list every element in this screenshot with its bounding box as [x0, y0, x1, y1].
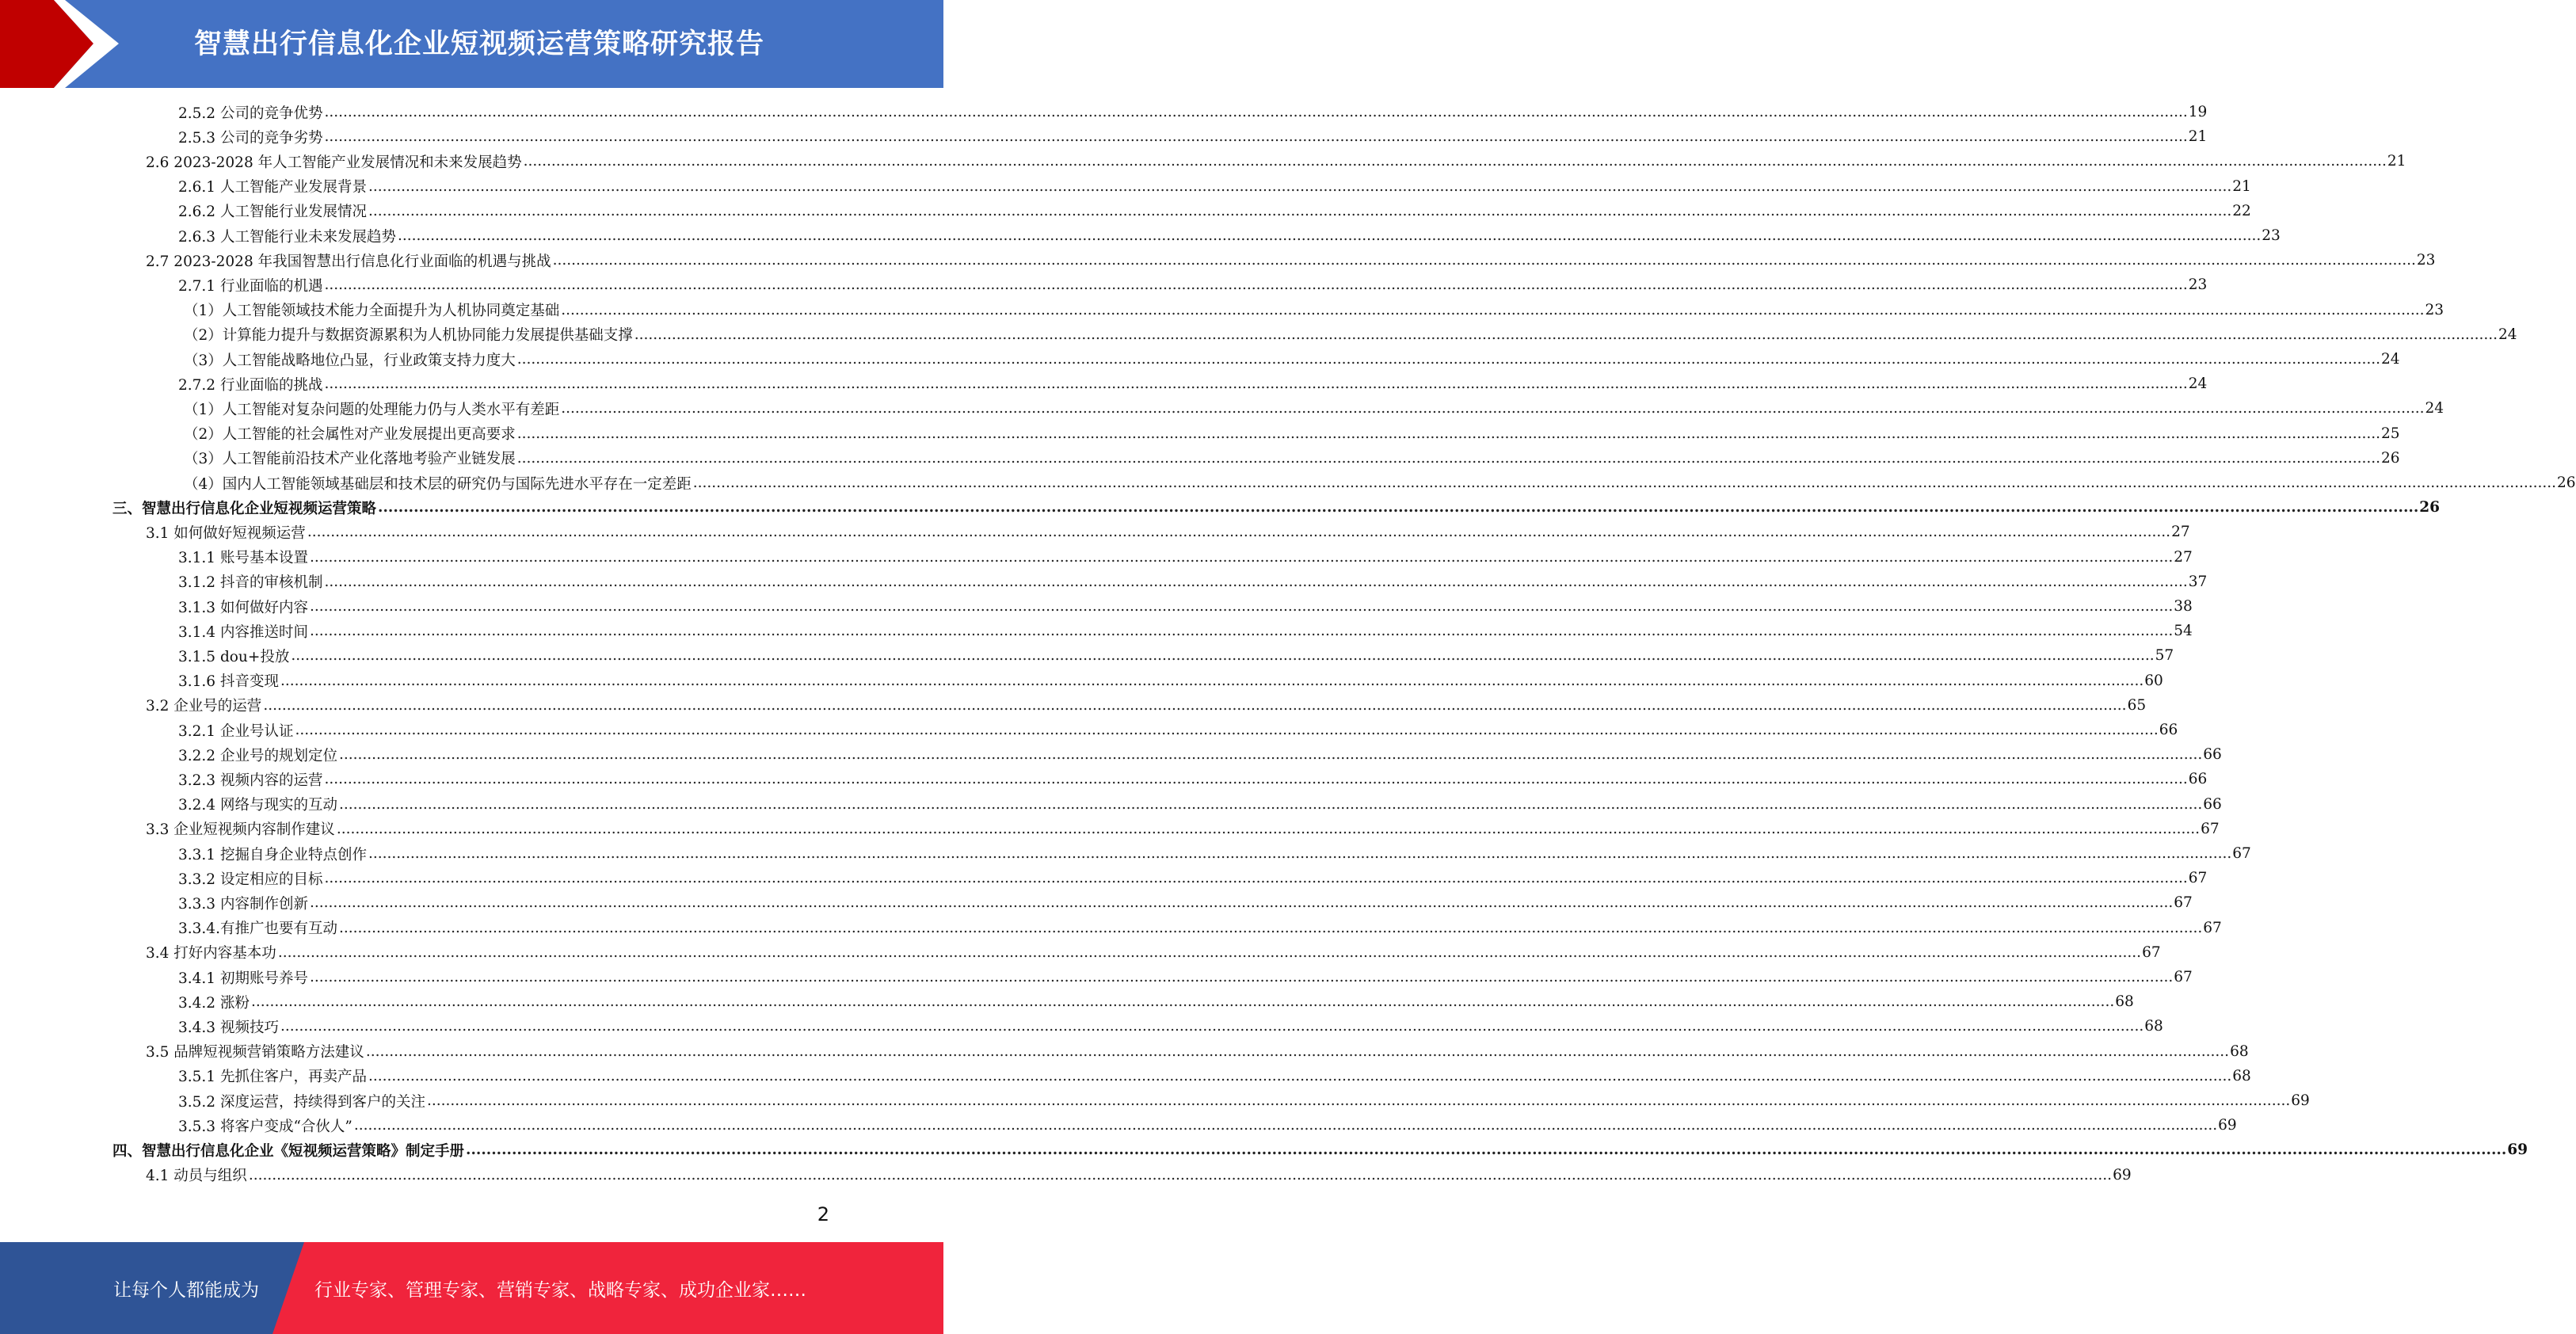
toc-leader-dots: ................................................................................................................................................................................................................................................................................................................................................................................................................ — [516, 351, 2381, 368]
toc-entry-title: 3.3.2 设定相应的目标 — [178, 871, 323, 888]
toc-entry[interactable] — [178, 1088, 2310, 1113]
toc-entry[interactable] — [184, 421, 2400, 446]
toc-entry[interactable] — [178, 643, 2174, 668]
toc-entry-page: 66 — [2203, 746, 2222, 764]
toc-leader-dots: ................................................................................................................................................................................................................................................................................................................................................................................................................ — [634, 326, 2498, 343]
toc-entry[interactable] — [178, 767, 2208, 791]
toc-leader-dots: ................................................................................................................................................................................................................................................................................................................................................................................................................ — [353, 1117, 2218, 1134]
toc-leader-dots: ................................................................................................................................................................................................................................................................................................................................................................................................................ — [426, 1092, 2291, 1109]
toc-entry-page: 24 — [2188, 375, 2208, 393]
toc-entry[interactable] — [178, 841, 2251, 866]
toc-entry-page: 23 — [2262, 227, 2281, 244]
toc-entry-title: （4）国内人工智能领域基础层和技术层的研究仍与国际先进水平存在一定差距 — [184, 475, 692, 493]
toc-entry-page: 27 — [2174, 548, 2193, 566]
toc-entry[interactable] — [178, 199, 2251, 223]
toc-entry[interactable] — [178, 124, 2208, 149]
toc-entry[interactable] — [178, 1064, 2251, 1088]
toc-entry-title: 3.5 品牌短视频营销策略方法建议 — [146, 1044, 364, 1061]
toc-leader-dots: ................................................................................................................................................................................................................................................................................................................................................................................................................ — [309, 623, 2174, 640]
toc-entry-title: （2）人工智能的社会属性对产业发展提出更高要求 — [184, 426, 516, 444]
toc-entry-title: 三、智慧出行信息化企业短视频运营策略 — [112, 500, 377, 517]
toc-entry-title: 2.5.3 公司的竞争劣势 — [178, 129, 323, 147]
toc-entry-title: 3.2.1 企业号认证 — [178, 722, 294, 740]
toc-entry-page: 69 — [2291, 1092, 2310, 1109]
toc-entry-page: 60 — [2144, 672, 2163, 689]
toc-leader-dots: ................................................................................................................................................................................................................................................................................................................................................................................................................ — [295, 722, 2159, 738]
toc-entry-page: 21 — [2188, 128, 2208, 146]
toc-entry-title: 3.3 企业短视频内容制作建议 — [146, 821, 335, 839]
toc-leader-dots: ................................................................................................................................................................................................................................................................................................................................................................................................................ — [368, 177, 2232, 195]
toc-entry-page: 26 — [2419, 499, 2441, 516]
toc-leader-dots: ................................................................................................................................................................................................................................................................................................................................................................................................................ — [324, 573, 2188, 590]
toc-entry[interactable] — [178, 273, 2208, 297]
toc-entry-title: 2.6.2 人工智能行业发展情况 — [178, 204, 367, 221]
toc-entry[interactable] — [178, 1113, 2237, 1138]
toc-entry[interactable] — [146, 693, 2147, 718]
toc-entry-title: 3.5.1 先抓住客户，再卖产品 — [178, 1069, 367, 1086]
toc-leader-dots: ................................................................................................................................................................................................................................................................................................................................................................................................................ — [368, 845, 2232, 862]
toc-entry-title: 2.6 2023-2028 年人工智能产业发展情况和未来发展趋势 — [146, 154, 522, 171]
toc-entry[interactable] — [178, 223, 2281, 248]
toc-entry-title: 3.5.2 深度运营，持续得到客户的关注 — [178, 1093, 425, 1111]
toc-entry[interactable] — [178, 718, 2178, 742]
toc-leader-dots: ................................................................................................................................................................................................................................................................................................................................................................................................................ — [338, 746, 2203, 764]
toc-entry-page: 67 — [2203, 919, 2222, 936]
toc-leader-dots: ................................................................................................................................................................................................................................................................................................................................................................................................................ — [368, 202, 2232, 219]
toc-leader-dots: ................................................................................................................................................................................................................................................................................................................................................................................................................ — [309, 548, 2174, 566]
toc-entry-title: 3.1 如何做好短视频运营 — [146, 524, 306, 542]
toc-entry-page: 19 — [2188, 104, 2208, 120]
toc-entry-title: （1）人工智能领域技术能力全面提升为人机协同奠定基础 — [184, 303, 560, 320]
toc-entry-title: 3.5.3 将客户变成“合伙人” — [178, 1118, 352, 1135]
toc-leader-dots: ................................................................................................................................................................................................................................................................................................................................................................................................................ — [523, 153, 2387, 170]
toc-entry-page: 21 — [2387, 153, 2406, 170]
toc-entry-page: 68 — [2230, 1042, 2249, 1060]
toc-entry-title: 2.6.1 人工智能产业发展背景 — [178, 179, 367, 196]
toc-leader-dots: ................................................................................................................................................................................................................................................................................................................................................................................................................ — [291, 647, 2155, 665]
toc-entry-page: 66 — [2188, 771, 2208, 788]
toc-leader-dots: ................................................................................................................................................................................................................................................................................................................................................................................................................ — [280, 672, 2144, 689]
toc-leader-dots: ................................................................................................................................................................................................................................................................................................................................................................................................................ — [336, 820, 2201, 837]
toc-entry[interactable] — [146, 940, 2161, 965]
toc-entry-page: 57 — [2155, 647, 2174, 665]
toc-leader-dots: ................................................................................................................................................................................................................................................................................................................................................................................................................ — [309, 598, 2174, 615]
toc-leader-dots: ................................................................................................................................................................................................................................................................................................................................................................................................................ — [466, 1142, 2507, 1159]
toc-leader-dots: ................................................................................................................................................................................................................................................................................................................................................................................................................ — [248, 1166, 2113, 1183]
toc-leader-dots: ................................................................................................................................................................................................................................................................................................................................................................................................................ — [552, 252, 2416, 269]
toc-entry-page: 26 — [2557, 475, 2576, 491]
toc-entry-title: 3.3.1 挖掘自身企业特点创作 — [178, 846, 367, 863]
toc-entry-page: 66 — [2203, 795, 2222, 813]
toc-leader-dots: ................................................................................................................................................................................................................................................................................................................................................................................................................ — [561, 400, 2425, 417]
toc-entry[interactable] — [178, 742, 2222, 767]
toc-entry[interactable] — [112, 495, 2441, 520]
toc-leader-dots: ................................................................................................................................................................................................................................................................................................................................................................................................................ — [250, 993, 2115, 1011]
toc-entry[interactable] — [146, 248, 2436, 273]
toc-leader-dots: ................................................................................................................................................................................................................................................................................................................................................................................................................ — [309, 969, 2174, 985]
toc-entry-page: 67 — [2188, 870, 2208, 887]
toc-entry[interactable] — [146, 1039, 2249, 1064]
toc-entry-page: 69 — [2218, 1117, 2237, 1134]
header-arrow-decoration — [0, 0, 127, 88]
toc-entry-page: 25 — [2381, 425, 2400, 442]
toc-leader-dots: ................................................................................................................................................................................................................................................................................................................................................................................................................ — [324, 375, 2188, 393]
toc-entry-page: 23 — [2188, 276, 2208, 294]
toc-entry-title: 3.1.3 如何做好内容 — [178, 599, 308, 616]
toc-entry[interactable] — [184, 347, 2400, 372]
toc-entry[interactable] — [146, 520, 2190, 544]
toc-entry-title: （3）人工智能战略地位凸显，行业政策支持力度大 — [184, 352, 516, 369]
toc-entry-page: 69 — [2113, 1166, 2132, 1183]
toc-entry[interactable] — [184, 298, 2445, 322]
toc-entry-title: 3.2.3 视频内容的运营 — [178, 772, 323, 789]
toc-entry-page: 38 — [2174, 598, 2193, 615]
toc-entry[interactable] — [184, 322, 2517, 347]
toc-entry[interactable] — [178, 372, 2208, 396]
toc-entry-title: 4.1 动员与组织 — [146, 1168, 247, 1185]
toc-entry-title: 3.3.4.有推广也要有互动 — [178, 920, 337, 938]
toc-entry-title: 3.4 打好内容基本功 — [146, 945, 276, 962]
toc-entry-page: 68 — [2115, 993, 2134, 1011]
toc-entry-title: 3.4.3 视频技巧 — [178, 1019, 279, 1036]
toc-entry[interactable] — [178, 100, 2208, 124]
toc-leader-dots: ................................................................................................................................................................................................................................................................................................................................................................................................................ — [309, 894, 2174, 912]
toc-entry-page: 67 — [2174, 894, 2193, 912]
toc-entry[interactable] — [146, 1163, 2132, 1187]
toc-entry-page: 23 — [2425, 301, 2445, 318]
toc-leader-dots: ................................................................................................................................................................................................................................................................................................................................................................................................................ — [516, 449, 2381, 467]
toc-entry-title: （3）人工智能前沿技术产业化落地考验产业链发展 — [184, 451, 516, 468]
toc-entry[interactable] — [178, 1014, 2163, 1039]
toc-entry-page: 27 — [2171, 524, 2190, 541]
toc-entry[interactable] — [178, 792, 2222, 817]
toc-entry-page: 68 — [2144, 1018, 2163, 1035]
toc-entry[interactable] — [178, 619, 2193, 643]
toc-leader-dots: ................................................................................................................................................................................................................................................................................................................................................................................................................ — [277, 943, 2142, 961]
toc-entry-page: 69 — [2507, 1142, 2528, 1159]
toc-entry-title: 3.4.1 初期账号养号 — [178, 970, 308, 987]
toc-leader-dots: ................................................................................................................................................................................................................................................................................................................................................................................................................ — [692, 475, 2557, 491]
toc-entry[interactable] — [178, 594, 2193, 619]
toc-entry-page: 66 — [2159, 722, 2178, 738]
toc-entry-title: 3.1.2 抖音的审核机制 — [178, 574, 323, 592]
toc-entry-page: 67 — [2174, 969, 2193, 985]
toc-entry-title: 3.4.2 涨粉 — [178, 994, 250, 1012]
toc-entry[interactable] — [178, 669, 2163, 693]
toc-leader-dots: ................................................................................................................................................................................................................................................................................................................................................................................................................ — [280, 1018, 2144, 1035]
toc-entry[interactable] — [146, 817, 2220, 841]
toc-entry[interactable] — [178, 545, 2193, 570]
toc-leader-dots: ................................................................................................................................................................................................................................................................................................................................................................................................................ — [365, 1042, 2230, 1060]
toc-entry-page: 65 — [2127, 696, 2147, 714]
page-header — [0, 0, 943, 88]
toc-entry[interactable] — [146, 149, 2406, 173]
toc-entry-page: 24 — [2381, 351, 2400, 368]
toc-entry-page: 21 — [2232, 177, 2251, 195]
toc-entry-page: 22 — [2232, 202, 2251, 219]
toc-leader-dots: ................................................................................................................................................................................................................................................................................................................................................................................................................ — [516, 425, 2381, 442]
toc-entry-title: 2.7.2 行业面临的挑战 — [178, 376, 323, 394]
toc-entry-page: 68 — [2232, 1067, 2251, 1084]
toc-leader-dots: ................................................................................................................................................................................................................................................................................................................................................................................................................ — [378, 499, 2419, 516]
toc-leader-dots: ................................................................................................................................................................................................................................................................................................................................................................................................................ — [561, 301, 2425, 318]
toc-entry-page: 54 — [2174, 623, 2193, 640]
toc-leader-dots: ................................................................................................................................................................................................................................................................................................................................................................................................................ — [307, 524, 2171, 541]
toc-entry-page: 67 — [2142, 943, 2161, 961]
toc-leader-dots: ................................................................................................................................................................................................................................................................................................................................................................................................................ — [324, 128, 2188, 146]
toc-entry-title: 3.1.1 账号基本设置 — [178, 550, 308, 567]
toc-leader-dots: ................................................................................................................................................................................................................................................................................................................................................................................................................ — [324, 104, 2188, 120]
toc-entry-page: 24 — [2498, 326, 2517, 343]
toc-leader-dots: ................................................................................................................................................................................................................................................................................................................................................................................................................ — [397, 227, 2262, 244]
toc-entry[interactable] — [184, 471, 2576, 495]
toc-entry-title: 3.1.5 dou+投放 — [178, 648, 290, 665]
toc-entry-page: 67 — [2232, 845, 2251, 862]
toc-leader-dots: ................................................................................................................................................................................................................................................................................................................................................................................................................ — [338, 919, 2203, 936]
report-title: 智慧出行信息化企业短视频运营策略研究报告 — [194, 29, 765, 60]
toc-entry-title: 2.6.3 人工智能行业未来发展趋势 — [178, 228, 396, 246]
toc-leader-dots: ................................................................................................................................................................................................................................................................................................................................................................................................................ — [324, 771, 2188, 788]
toc-entry[interactable] — [112, 1138, 2528, 1162]
toc-entry-title: 3.2 企业号的运营 — [146, 698, 262, 715]
toc-entry-page: 24 — [2425, 400, 2445, 417]
toc-entry-page: 67 — [2201, 820, 2220, 837]
toc-leader-dots: ................................................................................................................................................................................................................................................................................................................................................................................................................ — [368, 1067, 2232, 1084]
toc-leader-dots: ................................................................................................................................................................................................................................................................................................................................................................................................................ — [263, 696, 2127, 714]
toc-entry[interactable] — [178, 965, 2193, 989]
toc-entry[interactable] — [178, 570, 2208, 594]
toc-entry-title: （1）人工智能对复杂问题的处理能力仍与人类水平有差距 — [184, 401, 560, 418]
toc-entry-title: （2）计算能力提升与数据资源累积为人机协同能力发展提供基础支撑 — [184, 327, 633, 345]
toc-entry[interactable] — [178, 866, 2208, 890]
page-footer — [0, 1242, 943, 1334]
footer-slogan-right: 行业专家、管理专家、营销专家、战略专家、成功企业家…… — [314, 1280, 806, 1301]
toc-entry[interactable] — [178, 174, 2251, 199]
toc-entry-title: 四、智慧出行信息化企业《短视频运营策略》制定手册 — [112, 1142, 465, 1160]
toc-entry-title: 3.3.3 内容制作创新 — [178, 895, 308, 913]
footer-slogan-left: 让每个人都能成为 — [113, 1280, 259, 1301]
toc-entry-title: 3.2.4 网络与现实的互动 — [178, 797, 337, 814]
toc-leader-dots: ................................................................................................................................................................................................................................................................................................................................................................................................................ — [338, 795, 2203, 813]
toc-entry-title: 3.1.4 内容推送时间 — [178, 623, 308, 641]
toc-entry[interactable] — [178, 989, 2134, 1014]
toc-entry-page: 37 — [2188, 573, 2208, 590]
toc-entry[interactable] — [184, 396, 2445, 421]
toc-entry[interactable] — [178, 916, 2222, 940]
toc-entry-title: 2.5.2 公司的竞争优势 — [178, 105, 323, 122]
toc-entry-title: 3.2.2 企业号的规划定位 — [178, 747, 337, 764]
toc-entry-title: 2.7 2023-2028 年我国智慧出行信息化行业面临的机遇与挑战 — [146, 253, 551, 270]
page-number: 2 — [817, 1203, 829, 1225]
toc-entry-title: 3.1.6 抖音变现 — [178, 673, 279, 691]
toc-leader-dots: ................................................................................................................................................................................................................................................................................................................................................................................................................ — [324, 276, 2188, 294]
toc-entry-title: 2.7.1 行业面临的机遇 — [178, 277, 323, 295]
toc-entry[interactable] — [184, 446, 2400, 471]
toc-entry-page: 26 — [2381, 449, 2400, 467]
toc-entry[interactable] — [178, 890, 2193, 915]
toc-leader-dots: ................................................................................................................................................................................................................................................................................................................................................................................................................ — [324, 870, 2188, 887]
toc-entry-page: 23 — [2416, 252, 2436, 269]
